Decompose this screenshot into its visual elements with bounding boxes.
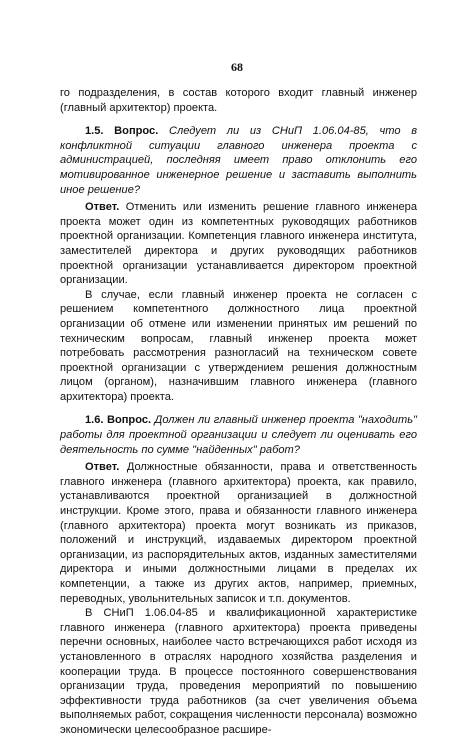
question-1-5-text: Следует ли из СНиП 1.06.04-85, что в конфликтной ситуации главного инженера проекта с администрацией, последняя имеет право отклонить его мотивированное инженерное решение и заставить выполнить иное решение? xyxy=(60,125,417,196)
question-1-5 xyxy=(60,124,417,197)
document-body xyxy=(60,86,417,738)
answer-1-5-text: Отменить или изменить решение главного инженера проекта может один из компетентных руководящих работников проектной организации. Компетенция главного инженера института, заместителей директора и других руководящих работников проектной организации устанавливается директором проектной организации. xyxy=(60,201,417,287)
page-number: 68 xyxy=(231,60,243,74)
answer-1-6 xyxy=(60,460,417,606)
answer-1-6-text: Должностные обязанности, права и ответственность главного инженера (главного архитектора) проекта, как правило, устанавливаются проектной организацией в должностной инструкции. Кроме этого, права и обязанности главного инженера (главного архитектора) проекта могут возникать из приказов, положений и инструкций, издаваемых директором проектной организации, из распорядительных актов, изданных заместителями директора и иными должностными лицами в пределах их компетенции, а также из других актов, например, приемных, переводных, увольнительных записок и т.п. документов. xyxy=(60,461,417,605)
question-1-6-label: 1.6. Вопрос. xyxy=(85,414,152,427)
answer-1-6-paragraph-2: В СНиП 1.06.04-85 и квалификационной характеристике главного инженера (главного архитектора) проекта приведены перечни основных, наиболее часто встречающихся работ исходя из установленного в отраслях народного хозяйства разделения и кооперации труда. В процессе постоянного совершенствования организации труда, проведения мероприятий по повышению эффективности труда работников (за счет увеличения объема выполняемых работ, сокращения численности персонала) возможно экономически целесообразное расшире- xyxy=(60,607,417,736)
intro-paragraph: го подразделения, в состав которого входит главный инженер (главный архитектор) проекта. xyxy=(60,87,417,114)
answer-1-6-label: Ответ. xyxy=(85,461,120,474)
question-1-6 xyxy=(60,413,417,457)
answer-1-5-label: Ответ. xyxy=(85,201,120,214)
answer-1-5 xyxy=(60,200,417,288)
answer-1-5-paragraph-2: В случае, если главный инженер проекта не согласен с решением компетентного должностного лица проектной организации об отмене или изменении принятых им решений по техническим вопросам, главный инженер проекта может потребовать рассмотрения разногласий на техническом совете проектной организации с утверждением решения должностным лицом (органом), назначившим главного инженера (главного архитектора) проекта. xyxy=(60,288,417,403)
question-1-6-text: Должен ли главный инженер проекта "находить" работы для проектной организации и следует ли оценивать его деятельность по сумме "найденных" работ? xyxy=(60,414,417,456)
question-1-5-label: 1.5. Вопрос. xyxy=(85,125,159,138)
